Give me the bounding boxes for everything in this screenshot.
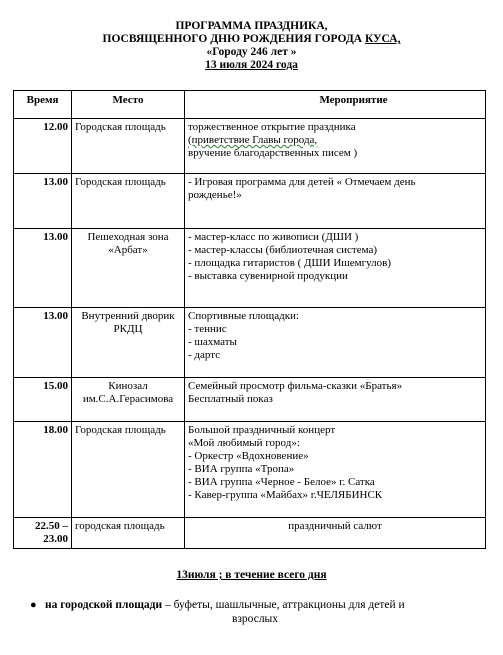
column-header-place: Место bbox=[72, 91, 185, 119]
row-time: 22.50 – 23.00 bbox=[14, 518, 72, 549]
table-row bbox=[14, 229, 486, 308]
event-line: - ВИА группа «Черное - Белое» г. Сатка bbox=[188, 476, 375, 488]
row-time: 18.00 bbox=[14, 422, 72, 518]
date-line: 13 июля 2024 года bbox=[205, 59, 298, 71]
row-place: Городская площадь bbox=[72, 119, 185, 174]
schedule-table bbox=[13, 90, 486, 549]
table-row bbox=[14, 518, 486, 549]
title-line: ПРОГРАММА ПРАЗДНИКА, bbox=[175, 20, 328, 32]
table-row bbox=[14, 174, 486, 229]
all-day-heading: 13июля ; в течение всего дня bbox=[176, 569, 327, 581]
event-line: «Мой любимый город»: bbox=[188, 437, 300, 449]
event-line: Большой праздничный концерт bbox=[188, 424, 336, 436]
list-item-text: – буфеты, шашлычные, аттракционы для детей и bbox=[162, 599, 405, 611]
event-line: - Оркестр «Вдохновение» bbox=[188, 450, 309, 462]
document-header bbox=[0, 20, 503, 72]
row-time: 15.00 bbox=[14, 378, 72, 422]
event-line: - Кавер-группа «Майбах» г.ЧЕЛЯБИНСК bbox=[188, 489, 383, 501]
row-place: Пешеходная зона «Арбат» bbox=[72, 229, 185, 308]
event-line: - выставка сувенирной продукции bbox=[188, 270, 348, 282]
row-place: Кинозал им.С.А.Герасимова bbox=[72, 378, 185, 422]
row-place: Городская площадь bbox=[72, 422, 185, 518]
anniversary-line: «Городу 246 лет » bbox=[206, 46, 297, 58]
table-row bbox=[14, 378, 486, 422]
row-time: 13.00 bbox=[14, 229, 72, 308]
row-event bbox=[185, 378, 486, 422]
table-row bbox=[14, 422, 486, 518]
event-line: - ВИА группа «Тропа» bbox=[188, 463, 295, 475]
table-row bbox=[14, 119, 486, 174]
row-time: 12.00 bbox=[14, 119, 72, 174]
row-event bbox=[185, 422, 486, 518]
row-event bbox=[185, 119, 486, 174]
event-line: Спортивные площадки: bbox=[188, 310, 299, 322]
list-item-location: на городской площади bbox=[45, 599, 163, 611]
row-time: 13.00 bbox=[14, 308, 72, 378]
table-row bbox=[14, 308, 486, 378]
row-time: 13.00 bbox=[14, 174, 72, 229]
row-event bbox=[185, 174, 486, 229]
event-line: - мастер-класс по живописи (ДШИ ) bbox=[188, 231, 359, 243]
row-place: Городская площадь bbox=[72, 174, 185, 229]
event-line: - площадка гитаристов ( ДШИ Ишемгулов) bbox=[188, 257, 391, 269]
event-line: - шахматы bbox=[188, 336, 237, 348]
column-header-event: Мероприятие bbox=[185, 91, 486, 119]
subtitle-line bbox=[0, 33, 503, 46]
bullet-icon: ● bbox=[30, 599, 37, 611]
column-header-time: Время bbox=[14, 91, 72, 119]
city-name: КУСА, bbox=[364, 33, 401, 45]
row-event bbox=[185, 229, 486, 308]
row-place: Внутренний дворик РКДЦ bbox=[72, 308, 185, 378]
table-header-row bbox=[14, 91, 486, 119]
list-item-continuation: взрослых bbox=[231, 613, 279, 625]
event-line: (приветствие Главы города, bbox=[188, 134, 318, 146]
event-line: Семейный просмотр фильма-сказки «Братья» bbox=[188, 380, 403, 392]
event-line: - Игровая программа для детей « Отмечаем день bbox=[188, 176, 416, 188]
event-line: праздничный салют bbox=[288, 520, 382, 532]
event-line: вручение благодарственных писем ) bbox=[188, 147, 358, 159]
row-place: городская площадь bbox=[72, 518, 185, 549]
event-line: - дартс bbox=[188, 349, 221, 361]
row-event bbox=[185, 518, 486, 549]
event-line: - теннис bbox=[188, 323, 227, 335]
event-line: Бесплатный показ bbox=[188, 393, 273, 405]
event-line: - мастер-классы (библиотечная система) bbox=[188, 244, 378, 256]
subtitle-prefix: ПОСВЯЩЕННОГО ДНЮ РОЖДЕНИЯ ГОРОДА bbox=[102, 33, 365, 45]
row-event bbox=[185, 308, 486, 378]
all-day-list-item bbox=[30, 598, 465, 626]
event-line: торжественное открытие праздника bbox=[188, 121, 356, 133]
event-line: рожденье!» bbox=[188, 189, 242, 201]
